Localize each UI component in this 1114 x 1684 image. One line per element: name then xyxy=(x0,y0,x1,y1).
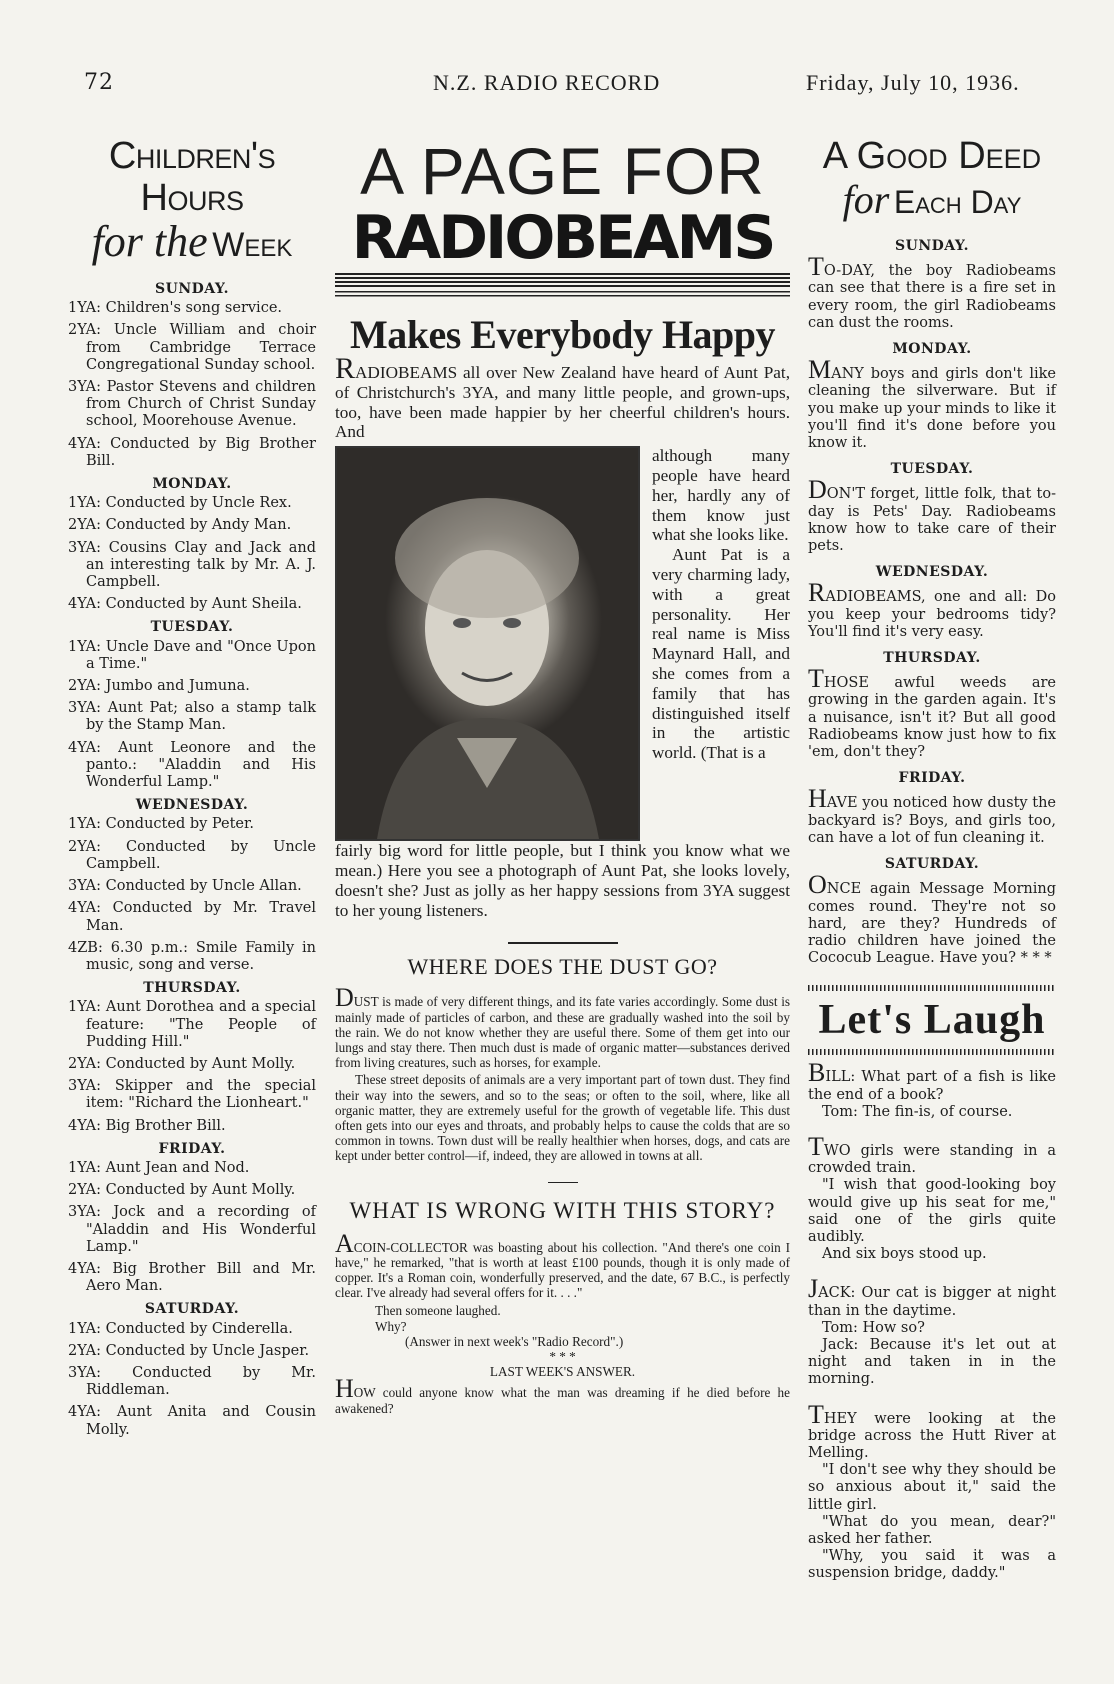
joke-text: WO girls were standing in a crowded train. xyxy=(808,1142,1056,1177)
page-for-title: A PAGE FOR xyxy=(360,134,765,208)
why-line: Why? xyxy=(375,1318,407,1334)
joke-line xyxy=(808,1462,1056,1514)
deed-body: ON'T forget, little folk, that to-day is Pets' Day. Radiobeams know how to take care of their pets. xyxy=(808,486,1056,555)
deed-day-heading: MONDAY. xyxy=(892,341,972,358)
joke-line xyxy=(808,1514,1056,1548)
schedule-entry: 1YA: Uncle Dave and "Once Upon a Time." xyxy=(68,638,316,672)
deed-day-heading: WEDNESDAY. xyxy=(875,564,989,581)
joke xyxy=(808,1399,1056,1583)
publication-name: N.Z. RADIO RECORD xyxy=(433,70,661,95)
schedule-entry: 2YA: Uncle William and choir from Cambridge Terrace Congregational Sunday school. xyxy=(68,322,316,373)
joke-text: "Why, you said it was a suspension bridge, daddy." xyxy=(808,1548,1056,1582)
joke-line xyxy=(808,1399,1056,1463)
deed-dropcap: H xyxy=(808,784,827,814)
schedule-entry: 4YA: Conducted by Mr. Travel Man. xyxy=(68,900,316,934)
deed-text xyxy=(808,578,1056,641)
joke-line xyxy=(808,1131,1056,1177)
deed-dropcap: O xyxy=(808,870,827,900)
wrong-story-paragraph: COIN-COLLECTOR was boasting about his collection. "And there's one coin I have," he remarked, "that is worth at least £100 pounds, though it is only made of copper. It's a Roman coin, wonderfully preserved, and the date, 67 B.C., is perfectly clear. I've already had several offers for it. . . ." xyxy=(335,1239,790,1301)
joke-text: HEY were looking at the bridge across the Hutt River at Melling. xyxy=(808,1410,1056,1461)
story-dropcap: R xyxy=(335,352,356,385)
title-good-deed: A Good Deed xyxy=(822,135,1042,177)
answer-note: (Answer in next week's "Radio Record".) xyxy=(405,1333,624,1349)
joke-line xyxy=(808,1320,1056,1337)
deed-list xyxy=(808,238,1056,967)
day-heading: TUESDAY. xyxy=(150,619,234,636)
banner-underline-2 xyxy=(335,291,790,299)
wrong-dropcap: A xyxy=(335,1228,354,1258)
schedule-entry: 1YA: Children's song service. xyxy=(68,300,283,317)
joke-text: "I wish that good-looking boy would give up his seat for me," said one of the girls quite audibly. xyxy=(808,1177,1056,1245)
schedule-entry: 3YA: Jock and a recording of "Aladdin and His Wonderful Lamp." xyxy=(68,1204,316,1255)
page-number: 72 xyxy=(84,70,114,95)
joke-text: "I don't see why they should be so anxious about it," said the little girl. xyxy=(808,1462,1056,1513)
deed-dropcap: D xyxy=(808,475,827,505)
schedule-entry: 3YA: Skipper and the special item: "Richard the Lionheart." xyxy=(68,1078,316,1112)
schedule-entry: 2YA: Conducted by Aunt Molly. xyxy=(68,1182,296,1199)
title-for: for xyxy=(842,177,890,222)
joke-dropcap: T xyxy=(808,1399,824,1429)
day-heading: SATURDAY. xyxy=(144,1301,240,1318)
dust-paragraph-2: These street deposits of animals are a very important part of town dust. They find their way into the sewers, and so to the seas; or often to the soil, where, like all organic matter, they are extremely useful for the growth of vegetable life. This dust often gets into our eyes and throats, and probably helps to cause the colds that are so common in towns. Town dust will be really healthier when horses, dogs, and cats are kept under better control—if, indeed, they are allowed in towns at all. xyxy=(335,1072,790,1164)
story-side-text-2: Aunt Pat is a very charming lady, with a great personality. Her real name is Miss Maynard Hall, and she comes from a family that has distinguished itself in the artistic world. (That is a xyxy=(652,545,790,763)
deed-body: O-DAY, the boy Radiobeams can see that there is a fire set in every room, the girl Radiobeams can dust the rooms. xyxy=(808,263,1056,331)
schedule-entry: 2YA: Conducted by Uncle Campbell. xyxy=(68,838,316,872)
someone-laughed: Then someone laughed. xyxy=(375,1303,501,1319)
story-headline: Makes Everybody Happy xyxy=(349,312,776,357)
schedule-entry: 3YA: Cousins Clay and Jack and an interesting talk by Mr. A. J. Campbell. xyxy=(68,539,316,591)
joke-list xyxy=(808,1058,1056,1582)
schedule-entry: 4YA: Conducted by Aunt Sheila. xyxy=(68,596,302,613)
joke-text: Tom: The fin-is, of course. xyxy=(822,1103,1013,1120)
schedule-entry: 4YA: Big Brother Bill. xyxy=(68,1117,226,1134)
wrong-story-heading: WHAT IS WRONG WITH THIS STORY? xyxy=(349,1197,776,1223)
joke-line xyxy=(808,1274,1056,1319)
deed-text xyxy=(808,252,1056,332)
day-heading: FRIDAY. xyxy=(158,1140,226,1157)
wrong-story-body xyxy=(335,1228,790,1416)
day-heading: SUNDAY. xyxy=(155,281,229,297)
dust-heading: WHERE DOES THE DUST GO? xyxy=(407,954,718,980)
joke xyxy=(808,1274,1056,1388)
deed-day-heading: SATURDAY. xyxy=(884,856,980,873)
deed-text xyxy=(808,355,1056,452)
deed-day-heading: THURSDAY. xyxy=(883,650,981,667)
schedule-entry: 4YA: Conducted by Big Brother Bill. xyxy=(68,435,316,469)
joke-line xyxy=(808,1337,1056,1389)
joke-line xyxy=(808,1058,1056,1103)
joke-text: Jack: Because it's let out at night and taken in in the morning. xyxy=(808,1336,1056,1388)
joke-dropcap: T xyxy=(808,1131,824,1161)
deed-text xyxy=(808,475,1056,555)
joke-dropcap: B xyxy=(808,1058,826,1088)
schedule-entry: 1YA: Conducted by Peter. xyxy=(68,816,254,833)
section-divider xyxy=(508,942,618,944)
last-week-answer-title: LAST WEEK'S ANSWER. xyxy=(489,1364,636,1380)
banner-underline xyxy=(335,273,790,287)
deed-body: ANY boys and girls don't like cleaning the silverware. But if you make up your minds to like it you'll find it's done before you know it. xyxy=(808,366,1056,452)
schedule-entry: 3YA: Conducted by Mr. Riddleman. xyxy=(68,1364,316,1399)
story-end: fairly big word for little people, but I think you know what we mean.) Here you see a photograph of Aunt Pat, she looks lovely, doesn't she? Just as jolly as her happy sessions from 3YA suggest to her young listeners. xyxy=(335,841,790,920)
deed-text xyxy=(808,870,1056,967)
childrens-hours-column xyxy=(68,135,316,1444)
joke-line xyxy=(808,1548,1056,1582)
section-divider-2 xyxy=(548,1182,578,1183)
schedule-entry: 3YA: Pastor Stevens and children from Church of Christ Sunday school, Moorehouse Avenue. xyxy=(68,379,316,430)
joke-line xyxy=(808,1246,1056,1263)
issue-date: Friday, July 10, 1936. xyxy=(806,70,1020,95)
schedule-entry: 4YA: Aunt Anita and Cousin Molly. xyxy=(68,1404,316,1438)
schedule-entry: 4YA: Big Brother Bill and Mr. Aero Man. xyxy=(68,1260,316,1295)
deed-text xyxy=(808,784,1056,847)
story-body xyxy=(335,352,790,920)
story-side-text: although many people have heard her, hardly any of them know just what she looks like. xyxy=(652,446,790,545)
deed-dropcap: R xyxy=(808,578,826,608)
joke-text: And six boys stood up. xyxy=(822,1246,987,1263)
day-heading: WEDNESDAY. xyxy=(135,797,249,814)
joke xyxy=(808,1131,1056,1263)
joke-text: Tom: How so? xyxy=(822,1319,925,1336)
good-deed-title xyxy=(808,135,1056,232)
deed-dropcap: T xyxy=(808,252,824,282)
deed-body: AVE you noticed how dusty the backyard is? Boys, and girls too, can have a lot of fun cleaning it. xyxy=(808,795,1056,846)
joke-text: ACK: Our cat is bigger at night than in the daytime. xyxy=(808,1285,1056,1319)
title-childrens-hours: Children's Hours xyxy=(108,135,276,219)
deed-day-heading: TUESDAY. xyxy=(890,461,974,478)
day-schedule-list xyxy=(68,281,316,1439)
schedule-entry: 4ZB: 6.30 p.m.: Smile Family in music, song and verse. xyxy=(68,939,316,973)
deed-body: ADIOBEAMS, one and all: Do you keep your bedrooms tidy? You'll find it's very easy. xyxy=(808,589,1056,640)
schedule-entry: 1YA: Aunt Jean and Nod. xyxy=(68,1159,250,1176)
deed-day-heading: SUNDAY. xyxy=(895,238,969,254)
joke-text: ILL: What part of a fish is like the end of a book? xyxy=(808,1069,1056,1103)
schedule-entry: 4YA: Aunt Leonore and the panto.: "Aladdin and His Wonderful Lamp." xyxy=(68,739,316,791)
schedule-entry: 3YA: Aunt Pat; also a stamp talk by the Stamp Man. xyxy=(68,700,316,734)
joke-text: "What do you mean, dear?" asked her father. xyxy=(808,1513,1056,1547)
schedule-entry: 1YA: Conducted by Cinderella. xyxy=(68,1320,293,1337)
deed-text xyxy=(808,664,1056,761)
dotted-rule-2 xyxy=(808,1049,1056,1055)
dust-article xyxy=(335,983,790,1164)
deed-dropcap: M xyxy=(808,355,832,385)
last-week-answer: OW could anyone know what the man was dreaming if he died before he awakened? xyxy=(335,1385,790,1416)
good-deed-column xyxy=(808,135,1056,1599)
radiobeams-banner: RADIOBEAMS xyxy=(351,203,774,273)
childrens-hours-title xyxy=(68,135,316,275)
schedule-entry: 1YA: Aunt Dorothea and a special feature: "The People of Pudding Hill." xyxy=(68,999,316,1050)
last-answer-dropcap: H xyxy=(335,1374,354,1404)
lets-laugh-title: Let's Laugh xyxy=(818,997,1046,1044)
joke xyxy=(808,1058,1056,1121)
deed-day-heading: FRIDAY. xyxy=(898,770,966,787)
aunt-pat-portrait-icon xyxy=(337,448,638,839)
schedule-entry: 1YA: Conducted by Uncle Rex. xyxy=(68,495,292,512)
day-heading: MONDAY. xyxy=(152,476,232,493)
schedule-entry: 2YA: Conducted by Aunt Molly. xyxy=(68,1055,296,1072)
day-heading: THURSDAY. xyxy=(143,980,241,997)
title-week: Week xyxy=(212,226,293,264)
schedule-entry: 2YA: Conducted by Andy Man. xyxy=(68,517,292,534)
radiobeams-column xyxy=(335,135,790,1416)
deed-dropcap: T xyxy=(808,664,824,694)
joke-line xyxy=(808,1177,1056,1246)
deed-body: HOSE awful weeds are growing in the garden again. It's a nuisance, isn't it? But all good Radiobeams know just how to fix 'em, don't they? xyxy=(808,675,1056,761)
dust-dropcap: D xyxy=(335,983,354,1013)
story-intro: ADIOBEAMS all over New Zealand have heard of Aunt Pat, of Christchurch's 3YA, and many little people, and grown-ups, too, have been made happier by her cheerful children's hours. And xyxy=(335,363,790,442)
title-each-day: Each Day xyxy=(893,184,1022,220)
joke-dropcap: J xyxy=(808,1274,819,1304)
aunt-pat-photo xyxy=(335,446,640,841)
schedule-entry: 2YA: Jumbo and Jumuna. xyxy=(68,678,250,695)
deed-body: NCE again Message Morning comes round. They're not so hard, are they? Hundreds of radio children have joined the Cococub League. Have you? * * * xyxy=(808,881,1056,967)
schedule-entry: 3YA: Conducted by Uncle Allan. xyxy=(68,878,302,895)
stars-separator: * * * xyxy=(549,1349,576,1365)
joke-line xyxy=(808,1104,1056,1121)
schedule-entry: 2YA: Conducted by Uncle Jasper. xyxy=(68,1342,310,1359)
title-for-the: for the xyxy=(91,217,208,266)
dust-paragraph-1: UST is made of very different things, and its fate varies accordingly. Some dust is mainly made of particles of carbon, and these are gradually washed into the soil by the rain. We do not know whether they are useful there. Some of them get into our lungs and stay there. Then much dust is made of organic matter—substances derived from living creatures, such as horses, for example. xyxy=(335,994,790,1071)
